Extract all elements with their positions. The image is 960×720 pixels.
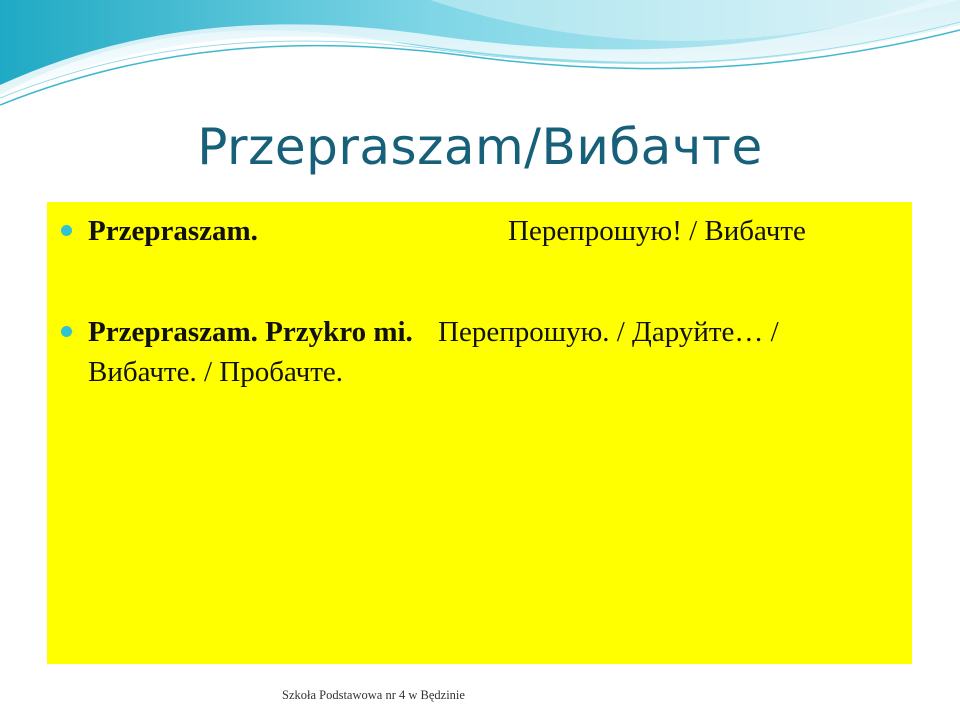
highlighted-content-box [47, 202, 912, 664]
header-wave-decoration [0, 0, 960, 120]
slide-title: Przepraszam/Вибачте [197, 118, 763, 176]
bullet-item [47, 312, 877, 392]
polish-phrase: Przepraszam. Przykro mi. [88, 316, 413, 348]
footer-school-name: Szkoła Podstawowa nr 4 w Będzinie [282, 688, 465, 702]
bullet-item [47, 211, 877, 251]
ukrainian-translation: Перепрошую. / Даруйте… / Вибачте. / Пробачте. [88, 316, 779, 388]
bullet-dot-icon [61, 225, 72, 236]
ukrainian-translation: Перепрошую! / Вибачте [508, 215, 806, 247]
bullet-dot-icon [61, 326, 72, 337]
polish-phrase: Przepraszam. [88, 215, 258, 247]
